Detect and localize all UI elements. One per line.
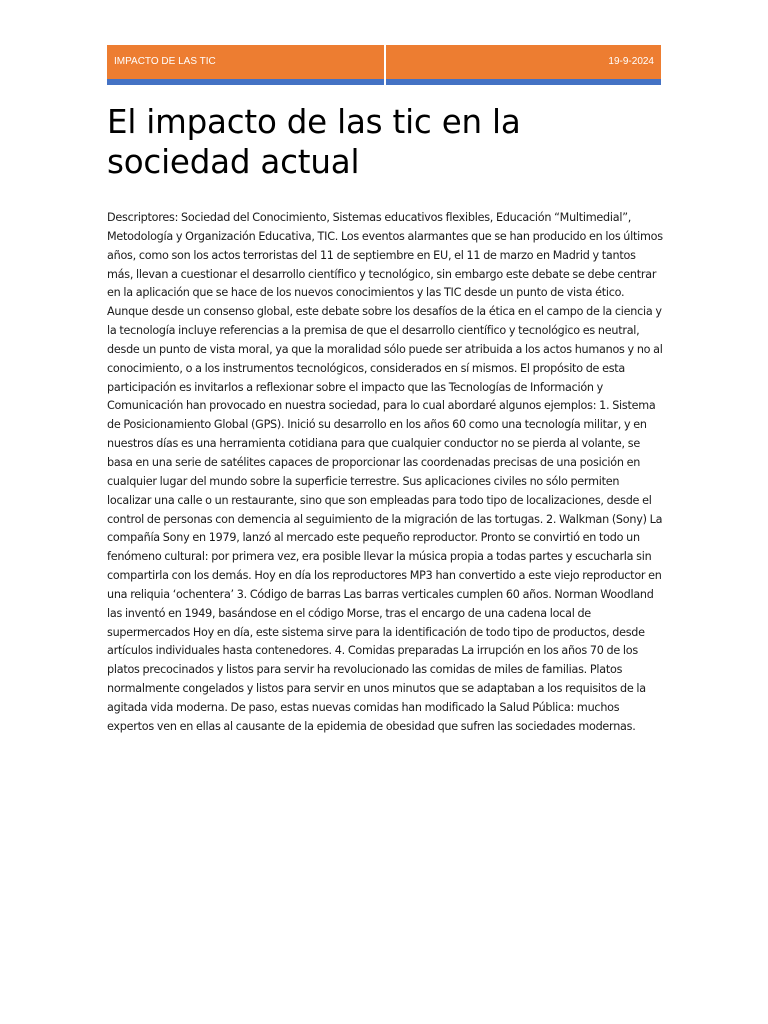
header-accent-bar-right — [386, 79, 661, 85]
document-body: Descriptores: Sociedad del Conocimiento, Sistemas educativos flexibles, Educación “Multimedial”, Metodología y Organización Educativa, TIC. Los eventos alarmantes que se han producido en los últimos años, como son los actos terroristas del 11 de septiembre en EU, el 11 de marzo en Madrid y tantos más, llevan a cuestionar el desarrollo científico y tecnológico, sin embargo este debate se debe centrar en la aplicación que se hace de los nuevos conocimientos y las TIC desde un punto de vista ético. Aunque desde un consenso global, este debate sobre los desafíos de la ética en el campo de la ciencia y la tecnología incluye referencias a la premisa de que el desarrollo científico y tecnológico es neutral, desde un punto de vista moral, ya que la moralidad sólo puede ser atribuida a los actos humanos y no al conocimiento, o a los instrumentos tecnológicos, considerados en sí mismos. El propósito de esta participación es invitarlos a reflexionar sobre el impacto que las Tecnologías de Información y Comunicación han provocado en nuestra sociedad, para lo cual abordaré algunos ejemplos: 1. Sistema de Posicionamiento Global (GPS). Inició su desarrollo en los años 60 como una tecnología militar, y en nuestros días es una herramienta cotidiana para que cualquier conductor no se pierda al volante, se basa en una serie de satélites capaces de proporcionar las coordenadas precisas de una posición en cualquier lugar del mundo sobre la superficie terrestre. Sus aplicaciones civiles no sólo permiten localizar una calle o un restaurante, sino que son empleadas para todo tipo de localizaciones, desde el control de personas con demencia al seguimiento de la migración de las tortugas. 2. Walkman (Sony) La compañía Sony en 1979, lanzó al mercado este pequeño reproductor. Pronto se convirtió en todo un fenómeno cultural: por primera vez, era posible llevar la música propia a todas partes y escucharla sin compartirla con los demás. Hoy en día los reproductores MP3 han convertido a este viejo reproductor en una reliquia ‘ochentera’ 3. Código de barras Las barras verticales cumplen 60 años. Norman Woodland las inventó en 1949, basándose en el código Morse, tras el encargo de una cadena local de supermercados Hoy en día, este sistema sirve para la identificación de todo tipo de productos, desde artículos individuales hasta contenedores. 4. Comidas preparadas La irrupción en los años 70 de los platos precocinados y listos para servir ha revolucionado las comidas de miles de familias. Platos normalmente congelados y listos para servir en unos minutos que se adaptaban a los requisitos de la agitada vida moderna. De paso, estas nuevas comidas han modificado la Salud Pública: muchos expertos ven en ellas al causante de la epidemia de obesidad que sufren las sociedades modernas. — [107, 211, 663, 733]
header-accent-bar-left — [107, 79, 384, 85]
header-title: IMPACTO DE LAS TIC — [107, 45, 384, 79]
document-title: El impacto de las tic en la sociedad actual — [107, 103, 521, 181]
page-header — [107, 45, 661, 85]
header-date: 19-9-2024 — [386, 45, 661, 79]
